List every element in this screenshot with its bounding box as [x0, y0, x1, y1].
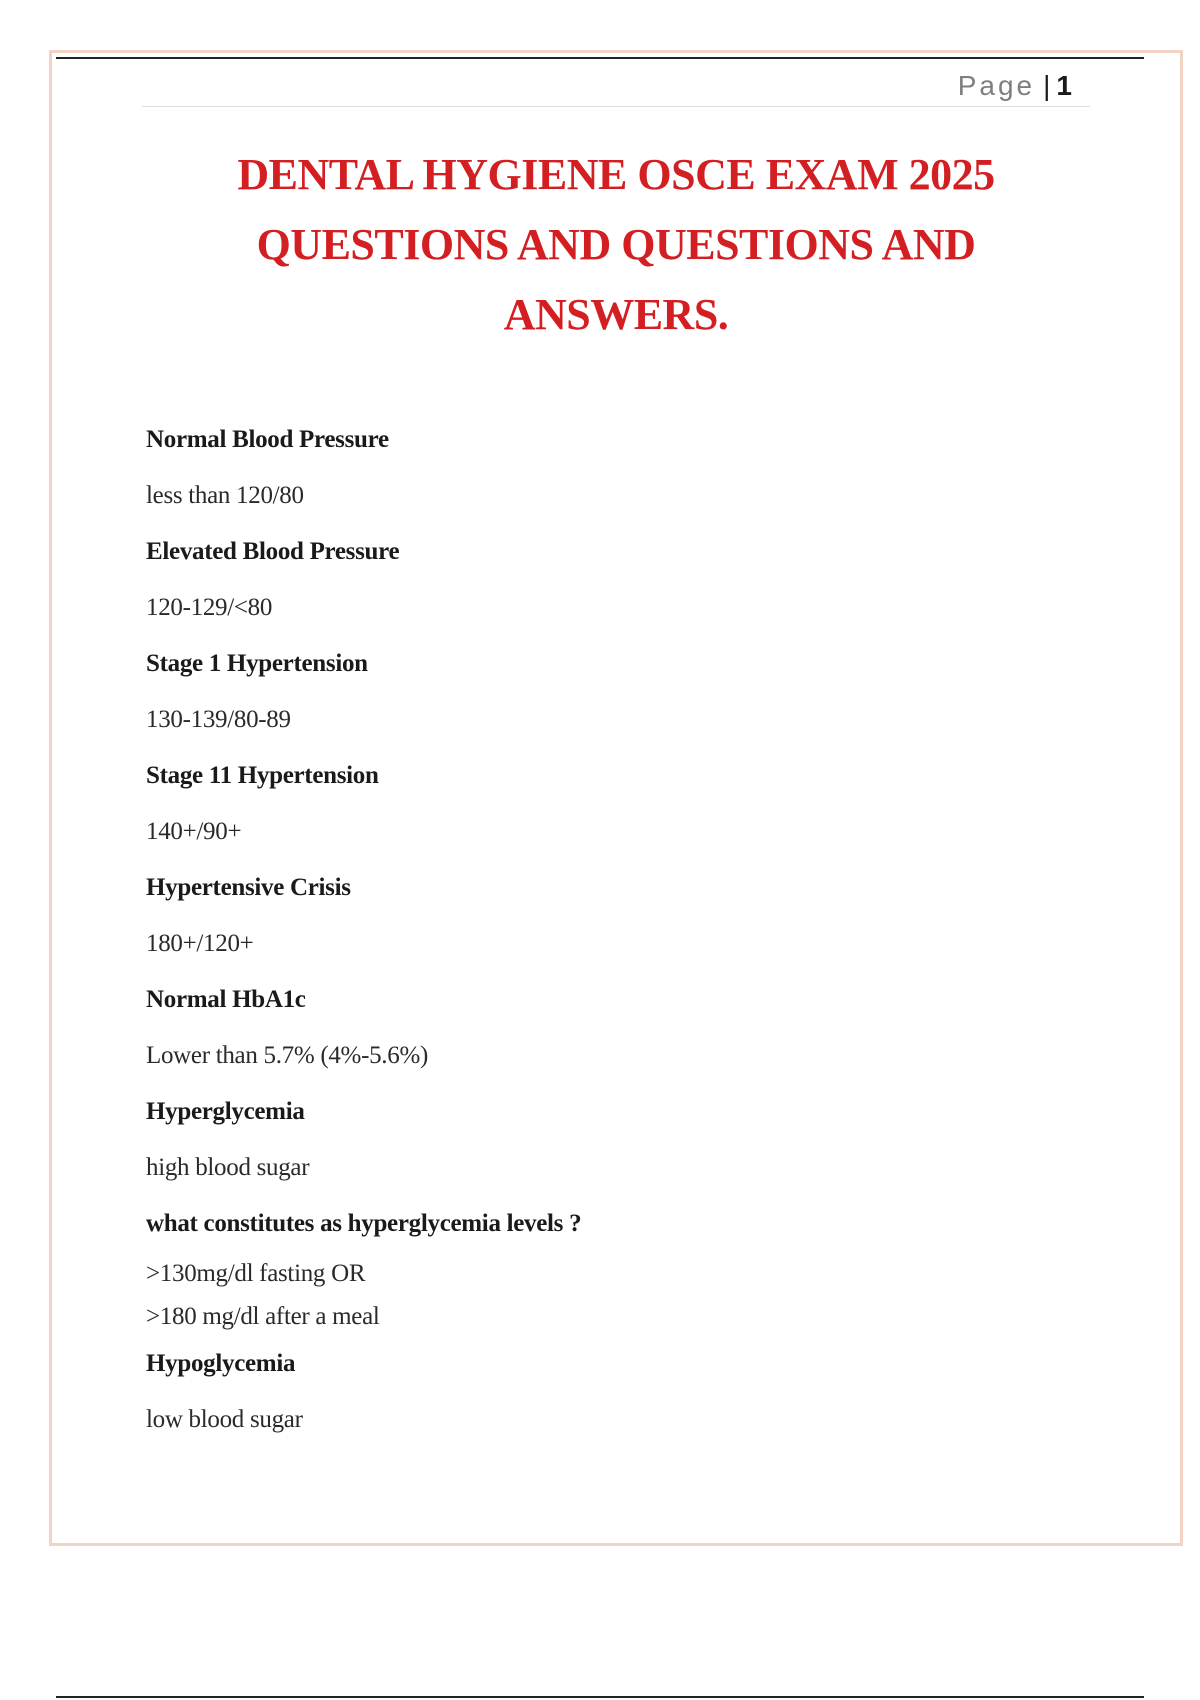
question: what constitutes as hyperglycemia levels ?: [146, 1210, 582, 1237]
qa-list: [146, 418, 1046, 1454]
question: Elevated Blood Pressure: [146, 538, 400, 565]
answer: [146, 1252, 1046, 1338]
answer: 130-139/80-89: [146, 706, 291, 733]
page-label: Page: [957, 70, 1036, 101]
answer: 120-129/<80: [146, 594, 273, 621]
question: Hyperglycemia: [146, 1098, 305, 1125]
answer: 180+/120+: [146, 930, 254, 957]
qa-item: [146, 1342, 1046, 1442]
qa-item: [146, 754, 1046, 854]
qa-item: [146, 418, 1046, 518]
page-number-header: [958, 70, 1072, 102]
answer-line: >130mg/dl fasting OR: [146, 1260, 366, 1287]
question: Stage 11 Hypertension: [146, 762, 379, 789]
title-line-1: DENTAL HYGIENE OSCE EXAM 2025: [237, 150, 995, 199]
answer: 140+/90+: [146, 818, 242, 845]
bottom-rule: [56, 1696, 1144, 1698]
answer: less than 120/80: [146, 482, 304, 509]
qa-item: [146, 642, 1046, 742]
answer: Lower than 5.7% (4%-5.6%): [146, 1042, 428, 1069]
answer: low blood sugar: [146, 1406, 303, 1433]
question: Stage 1 Hypertension: [146, 650, 368, 677]
question: Normal Blood Pressure: [146, 426, 389, 453]
qa-item: [146, 530, 1046, 630]
title-line-2: QUESTIONS AND QUESTIONS AND: [256, 220, 976, 269]
qa-item: [146, 1090, 1046, 1190]
question: Hypoglycemia: [146, 1350, 296, 1377]
header-rule: [142, 106, 1090, 107]
qa-item: [146, 978, 1046, 1078]
page-number: 1: [1056, 70, 1072, 101]
question: Hypertensive Crisis: [146, 874, 351, 901]
document-title: [142, 140, 1090, 350]
qa-item: [146, 1202, 1046, 1338]
question: Normal HbA1c: [146, 986, 306, 1013]
page-separator: |: [1043, 70, 1051, 101]
answer-line: >180 mg/dl after a meal: [146, 1303, 380, 1330]
title-line-3: ANSWERS.: [503, 290, 729, 339]
qa-item: [146, 866, 1046, 966]
answer: high blood sugar: [146, 1154, 310, 1181]
